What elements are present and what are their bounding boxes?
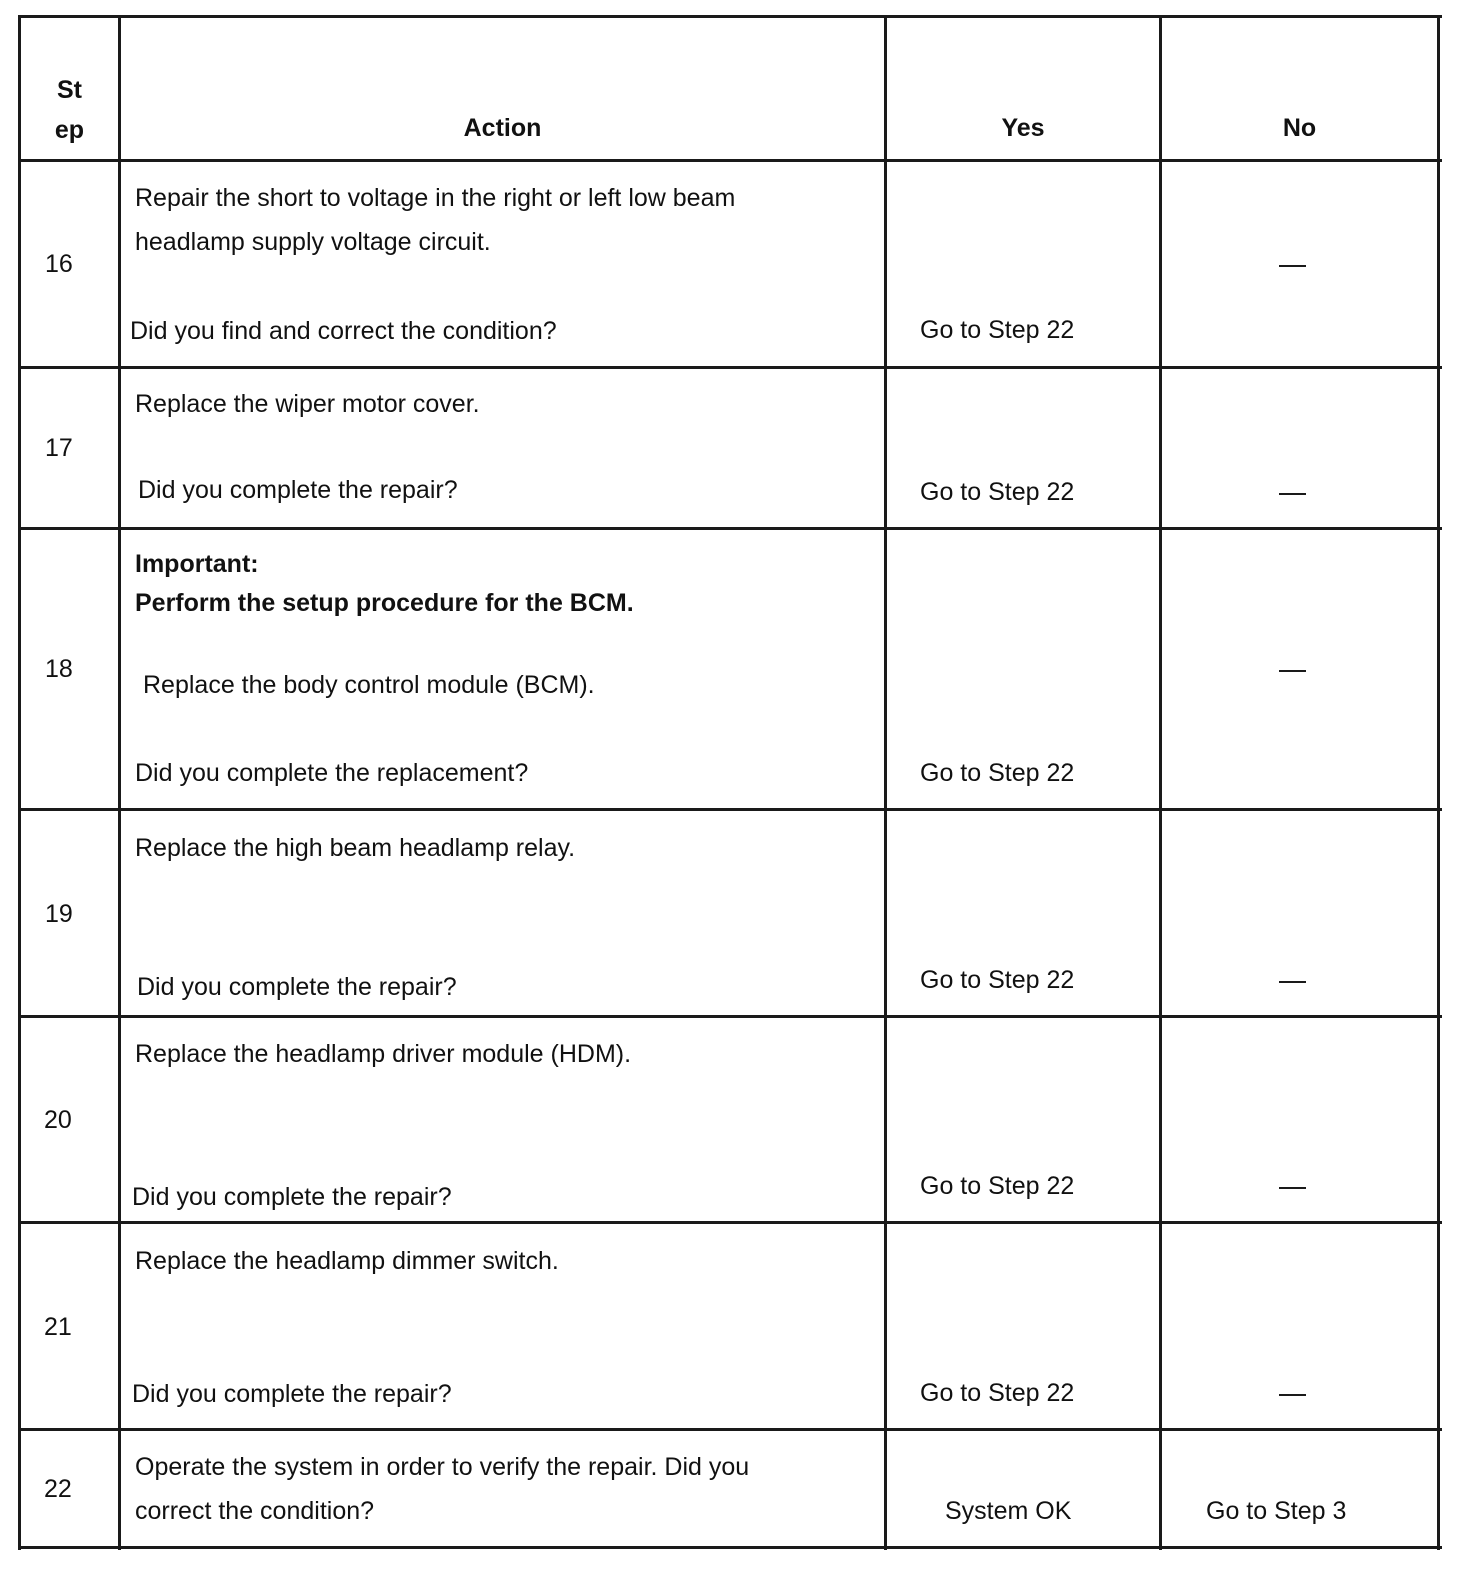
yes-result: Go to Step 22 (920, 759, 1075, 787)
yes-result: Go to Step 22 (920, 1172, 1075, 1200)
yes-result: Go to Step 22 (920, 1379, 1075, 1407)
grid-line-action-yes (884, 15, 887, 1550)
no-result: Go to Step 3 (1206, 1497, 1347, 1525)
step-number: 18 (45, 655, 73, 683)
grid-line-row-16 (18, 366, 1442, 369)
action-text-line-1: Operate the system in order to verify the repair. Did you (135, 1453, 750, 1481)
header-yes: Yes (1001, 114, 1045, 142)
no-result-dash (1279, 1187, 1306, 1189)
action-text-line-2: correct the condition? (135, 1497, 375, 1525)
action-question: Did you complete the repair? (132, 1380, 452, 1408)
action-question: Did you complete the repair? (132, 1183, 452, 1211)
action-text-line-1: Replace the high beam headlamp relay. (135, 834, 576, 862)
no-result-dash (1279, 670, 1306, 672)
grid-line-row-18 (18, 808, 1442, 811)
action-text-line-1: Replace the wiper motor cover. (135, 390, 480, 418)
grid-line-top (18, 15, 1442, 18)
yes-result: System OK (945, 1497, 1072, 1525)
action-text-line-1: Replace the body control module (BCM). (143, 671, 595, 699)
step-number: 19 (45, 900, 73, 928)
header-step (21, 70, 118, 150)
action-question: Did you complete the replacement? (135, 759, 529, 787)
yes-result: Go to Step 22 (920, 316, 1075, 344)
grid-line-row-20 (18, 1221, 1442, 1224)
step-number: 22 (44, 1475, 72, 1503)
grid-line-row-21 (18, 1428, 1442, 1431)
grid-line-row-17 (18, 527, 1442, 530)
header-step-line-1: St (57, 76, 82, 104)
step-number: 21 (44, 1313, 72, 1341)
action-question: Did you find and correct the condition? (130, 317, 557, 345)
grid-line-header-bottom (18, 159, 1442, 162)
step-number: 17 (45, 434, 73, 462)
grid-line-step-action (118, 15, 121, 1550)
grid-line-right (1437, 15, 1440, 1550)
action-question: Did you complete the repair? (137, 973, 457, 1001)
yes-result: Go to Step 22 (920, 478, 1075, 506)
no-result-dash (1279, 265, 1306, 267)
grid-line-yes-no (1159, 15, 1162, 1550)
grid-line-bottom (18, 1546, 1442, 1549)
action-text-line-2: headlamp supply voltage circuit. (135, 228, 491, 256)
step-number: 20 (44, 1106, 72, 1134)
important-label: Important: (135, 550, 259, 578)
header-no: No (1282, 114, 1317, 142)
action-question: Did you complete the repair? (138, 476, 458, 504)
no-result-dash (1279, 493, 1306, 495)
header-action: Action (463, 114, 542, 142)
diagnostic-table (18, 15, 1440, 1548)
yes-result: Go to Step 22 (920, 966, 1075, 994)
grid-line-left (18, 15, 21, 1550)
header-step-line-2: ep (54, 116, 85, 144)
no-result-dash (1279, 1394, 1306, 1396)
action-text-line-1: Replace the headlamp dimmer switch. (135, 1247, 559, 1275)
grid-line-row-19 (18, 1015, 1442, 1018)
action-text-line-1: Replace the headlamp driver module (HDM). (135, 1040, 632, 1068)
important-note: Perform the setup procedure for the BCM. (135, 589, 634, 617)
action-text-line-1: Repair the short to voltage in the right or left low beam (135, 184, 736, 212)
step-number: 16 (45, 250, 73, 278)
no-result-dash (1279, 981, 1306, 983)
